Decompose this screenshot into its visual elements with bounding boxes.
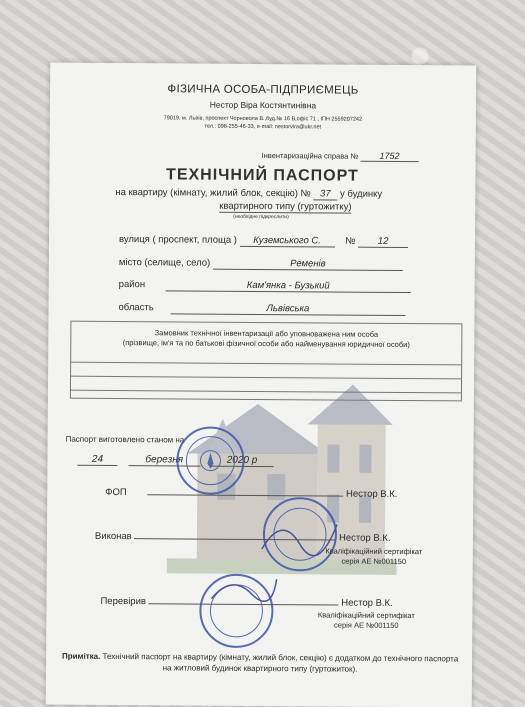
region-label: область <box>118 302 154 314</box>
subject-line <box>115 187 382 201</box>
signature-line <box>134 538 336 540</box>
issued-day: 24 <box>77 454 117 466</box>
footnote <box>60 651 460 676</box>
checker-cert-line-1: Кваліфікаційний сертифікат <box>317 610 415 621</box>
issued-year: 2020 р <box>211 455 273 467</box>
fop-name: Нестор В.К. <box>345 488 398 500</box>
street-value: Куземського С. <box>240 235 335 248</box>
fop-signature-row <box>105 487 397 500</box>
customer-header-line-2: (прізвище, ім'я та по батькові фізичної особи або найменування юридичної особи) <box>122 338 410 350</box>
house-label: № <box>345 235 356 247</box>
passport-document <box>46 63 476 707</box>
org-name: Нестор Віра Костянтинівна <box>209 99 317 111</box>
footnote-text: Технічний паспорт на квартиру (кімнату, жилий блок, секцію) є додатком до технічного паспорта на житловий будинок квартирного типу (гуртожиток). <box>102 651 459 674</box>
customer-table-header <box>71 322 461 366</box>
executor-cert-line-1: Кваліфікаційний сертифікат <box>325 546 423 557</box>
executor-label: Виконав <box>94 530 132 543</box>
executor-cert-line-2: серія АЕ №001150 <box>341 556 407 567</box>
customer-table <box>70 321 463 402</box>
executor-certificate <box>309 546 439 567</box>
region-row <box>118 302 405 316</box>
city-label: місто (селище, село) <box>118 257 211 269</box>
subject-prefix: на квартиру (кімнату, жилий блок, секцію) № <box>115 186 311 200</box>
address-line-1: 79019, м. Львів, проспект Чорновола В.,буд.№ 16 В,офіс 71 , ІПН 2559207242 <box>163 115 363 123</box>
footnote-label: Примітка. <box>61 651 101 661</box>
round-stamp-3 <box>191 569 282 650</box>
executor-name: Нестор В.К. <box>338 532 391 544</box>
customer-table-row <box>71 391 461 407</box>
customer-header-line-1: Замовник технічної інвентаризації або уповноважена ним особа <box>154 328 379 339</box>
street-label: вулиця ( проспект, площа ) <box>118 234 238 246</box>
street-row <box>119 234 408 248</box>
signature-line <box>147 494 343 496</box>
org-title: ФІЗИЧНА ОСОБА-ПІДПРИЄМЕЦЬ <box>167 83 359 97</box>
subject-suffix: у будинку <box>339 188 383 200</box>
address-line-2: тел.: 098-255-46-33, e-mail: nestorvira@ukr.net <box>204 123 322 131</box>
underline-hint: (необхідне підкреслити) <box>233 213 289 221</box>
executor-signature-row <box>95 531 391 544</box>
checker-certificate <box>296 610 436 631</box>
inventory-case <box>262 150 419 162</box>
apartment-number: 37 <box>313 188 337 200</box>
district-value: Кам'янка - Бузький <box>166 279 411 293</box>
issued-month: березня <box>128 454 200 467</box>
signature-line <box>149 603 339 605</box>
region-value: Львівська <box>170 302 405 316</box>
issued-label: Паспорт виготовлено станом на <box>65 434 185 445</box>
document-title: ТЕХНІЧНИЙ ПАСПОРТ <box>166 166 359 185</box>
fop-label: ФОП <box>105 486 127 499</box>
district-label: район <box>118 279 146 291</box>
checker-name: Нестор В.К. <box>341 597 393 609</box>
inventory-number: 1752 <box>360 151 418 162</box>
checker-signature-row <box>100 596 392 609</box>
city-value: Ременів <box>213 258 403 271</box>
org-address <box>50 114 476 133</box>
building-type: квартирного типу (гуртожитку) <box>219 200 352 213</box>
checker-cert-line-2: серія АЕ №001150 <box>334 620 399 630</box>
district-row <box>119 279 411 293</box>
round-stamp-1 <box>175 425 245 495</box>
house-number: 12 <box>358 236 408 248</box>
city-row <box>119 257 403 271</box>
checker-label: Перевірив <box>100 595 147 608</box>
inventory-label: Інвентаризаційна справа № <box>261 150 359 161</box>
